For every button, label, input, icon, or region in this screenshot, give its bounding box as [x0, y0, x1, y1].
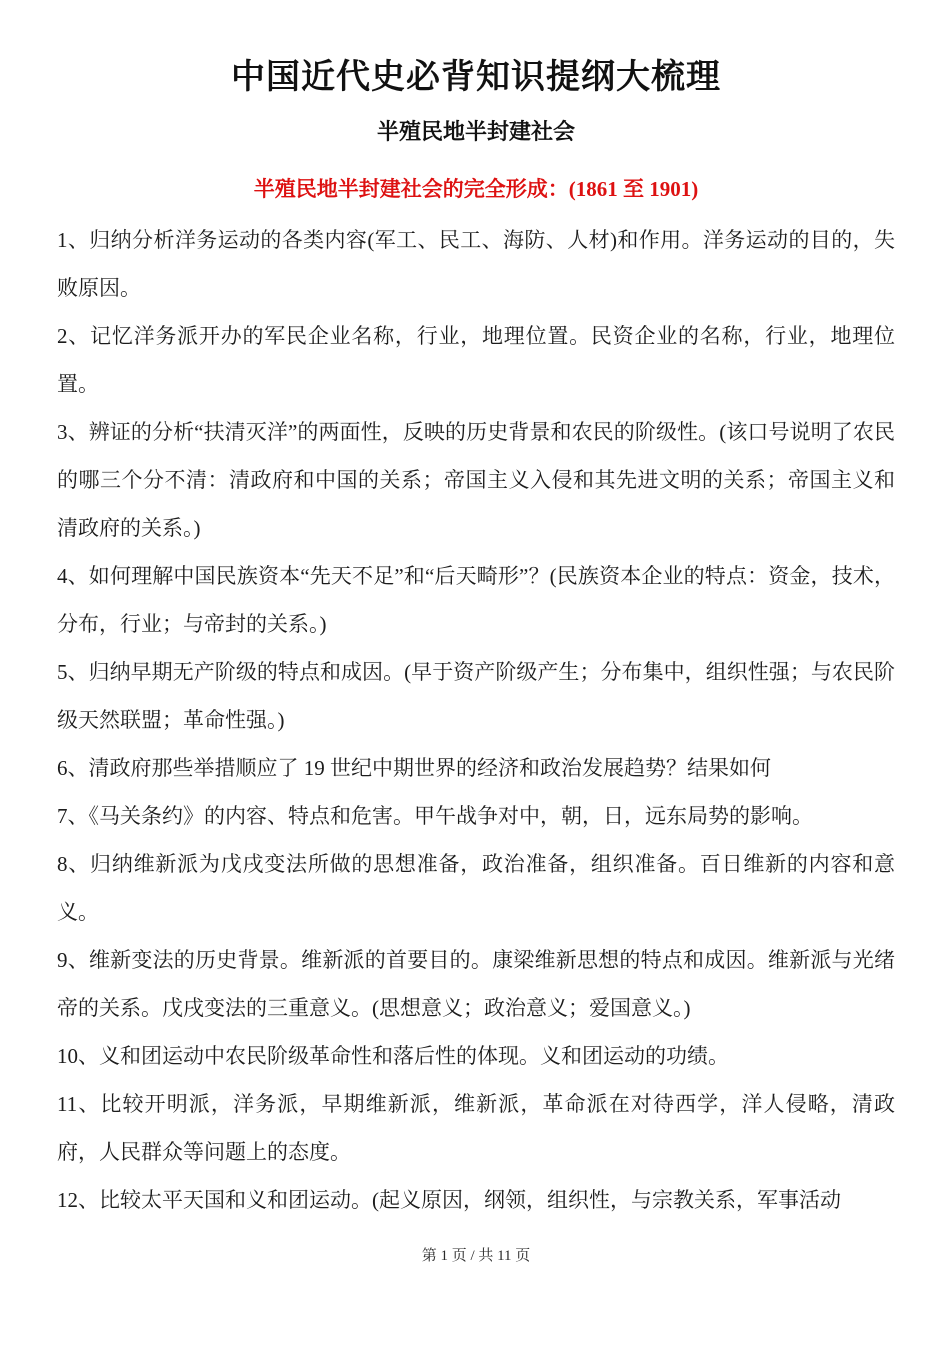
body-paragraph: 5、归纳早期无产阶级的特点和成因。(早于资产阶级产生；分布集中，组织性强；与农民阶级天然联盟；革命性强。) [57, 660, 895, 732]
body-paragraph: 10、义和团运动中农民阶级革命性和落后性的体现。义和团运动的功绩。 [57, 1044, 729, 1068]
page-title: 中国近代史必背知识提纲大梳理 [231, 59, 721, 96]
body-paragraph: 4、如何理解中国民族资本“先天不足”和“后天畸形”？(民族资本企业的特点：资金，技术，分布，行业；与帝封的关系。) [57, 564, 895, 636]
body-paragraph: 7、《马关条约》的内容、特点和危害。甲午战争对中，朝，日，远东局势的影响。 [57, 804, 813, 828]
body-paragraph: 3、辨证的分析“扶清灭洋”的两面性，反映的历史背景和农民的阶级性。(该口号说明了农民的哪三个分不清：清政府和中国的关系；帝国主义入侵和其先进文明的关系；帝国主义和清政府的关系。) [57, 420, 895, 540]
document-content [0, 56, 952, 1266]
body-paragraph: 11、比较开明派，洋务派，早期维新派，维新派，革命派在对待西学，洋人侵略，清政府，人民群众等问题上的态度。 [57, 1092, 895, 1164]
body-paragraph: 2、记忆洋务派开办的军民企业名称，行业，地理位置。民资企业的名称，行业，地理位置。 [57, 324, 895, 396]
body-text [57, 216, 895, 1224]
page-number-footer: 第 1 页 / 共 11 页 [421, 1248, 531, 1264]
section-heading: 半殖民地半封建社会的完全形成：(1861 至 1901) [253, 177, 699, 201]
page-subtitle: 半殖民地半封建社会 [376, 119, 575, 144]
body-paragraph: 1、归纳分析洋务运动的各类内容(军工、民工、海防、人材)和作用。洋务运动的目的，失败原因。 [57, 228, 895, 300]
body-paragraph: 9、维新变法的历史背景。维新派的首要目的。康梁维新思想的特点和成因。维新派与光绪帝的关系。戊戌变法的三重意义。(思想意义；政治意义；爱国意义。) [57, 948, 895, 1020]
body-paragraph: 12、比较太平天国和义和团运动。(起义原因，纲领，组织性，与宗教关系，军事活动 [57, 1188, 841, 1212]
body-paragraph: 8、归纳维新派为戊戌变法所做的思想准备，政治准备，组织准备。百日维新的内容和意义。 [57, 852, 895, 924]
body-paragraph: 6、清政府那些举措顺应了 19 世纪中期世界的经济和政治发展趋势？结果如何 [57, 756, 771, 780]
